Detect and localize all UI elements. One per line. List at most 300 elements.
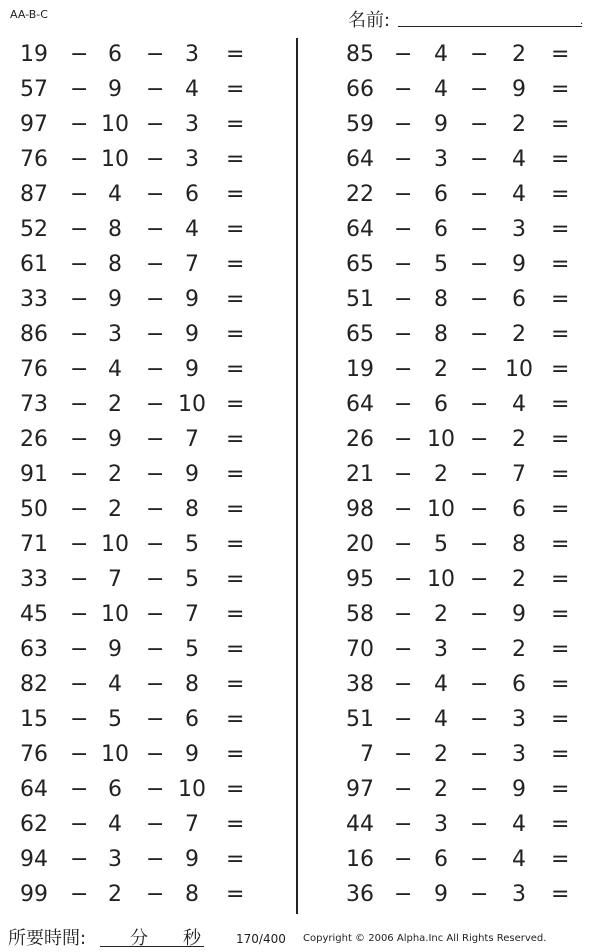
operand-2: 7 bbox=[108, 567, 122, 592]
minus-sign: − bbox=[70, 672, 89, 697]
minus-sign: − bbox=[394, 707, 413, 732]
operand-1: 99 bbox=[20, 882, 48, 907]
minus-sign: − bbox=[146, 777, 165, 802]
minus-sign: − bbox=[70, 777, 89, 802]
equals-sign: = bbox=[551, 777, 570, 802]
operand-1: 98 bbox=[346, 497, 374, 522]
problem-row bbox=[0, 178, 270, 213]
problem-row bbox=[0, 108, 270, 143]
minus-sign: − bbox=[146, 287, 165, 312]
operand-2: 3 bbox=[434, 812, 448, 837]
equals-sign: = bbox=[551, 567, 570, 592]
minus-sign: − bbox=[70, 42, 89, 67]
operand-1: 65 bbox=[346, 252, 374, 277]
operand-2: 6 bbox=[108, 42, 122, 67]
minus-sign: − bbox=[146, 217, 165, 242]
operand-1: 38 bbox=[346, 672, 374, 697]
operand-1: 33 bbox=[20, 287, 48, 312]
problem-row bbox=[0, 738, 270, 773]
operand-2: 2 bbox=[108, 392, 122, 417]
problem-row bbox=[330, 213, 600, 248]
operand-1: 44 bbox=[346, 812, 374, 837]
problem-row bbox=[330, 598, 600, 633]
name-field[interactable] bbox=[398, 26, 582, 27]
name-label: 名前: bbox=[348, 10, 391, 31]
minus-sign: − bbox=[470, 672, 489, 697]
operand-1: 52 bbox=[20, 217, 48, 242]
minus-sign: − bbox=[394, 497, 413, 522]
operand-2: 8 bbox=[434, 287, 448, 312]
operand-3: 2 bbox=[512, 567, 526, 592]
equals-sign: = bbox=[226, 427, 245, 452]
operand-1: 66 bbox=[346, 77, 374, 102]
equals-sign: = bbox=[226, 497, 245, 522]
operand-3: 3 bbox=[185, 112, 199, 137]
problem-row bbox=[330, 283, 600, 318]
operand-3: 3 bbox=[185, 42, 199, 67]
problem-row bbox=[0, 633, 270, 668]
operand-1: 73 bbox=[20, 392, 48, 417]
operand-1: 76 bbox=[20, 742, 48, 767]
equals-sign: = bbox=[551, 427, 570, 452]
minus-sign: − bbox=[394, 77, 413, 102]
problem-row bbox=[330, 633, 600, 668]
operand-2: 8 bbox=[434, 322, 448, 347]
operand-1: 85 bbox=[346, 42, 374, 67]
operand-2: 2 bbox=[434, 777, 448, 802]
minus-sign: − bbox=[394, 812, 413, 837]
minus-sign: − bbox=[470, 77, 489, 102]
problem-row bbox=[330, 108, 600, 143]
operand-1: 76 bbox=[20, 147, 48, 172]
minus-sign: − bbox=[470, 182, 489, 207]
operand-1: 22 bbox=[346, 182, 374, 207]
operand-3: 4 bbox=[512, 812, 526, 837]
minus-sign: − bbox=[70, 112, 89, 137]
operand-1: 97 bbox=[20, 112, 48, 137]
minus-sign: − bbox=[146, 182, 165, 207]
operand-2: 5 bbox=[434, 252, 448, 277]
minus-sign: − bbox=[470, 357, 489, 382]
minus-sign: − bbox=[146, 812, 165, 837]
minus-sign: − bbox=[146, 147, 165, 172]
minus-sign: − bbox=[70, 77, 89, 102]
minus-sign: − bbox=[470, 392, 489, 417]
minus-sign: − bbox=[70, 287, 89, 312]
minus-sign: − bbox=[394, 42, 413, 67]
equals-sign: = bbox=[551, 392, 570, 417]
operand-3: 4 bbox=[185, 217, 199, 242]
minus-sign: − bbox=[394, 602, 413, 627]
problem-row bbox=[0, 598, 270, 633]
copyright: Copyright © 2006 Alpha.Inc All Rights Reserved. bbox=[303, 933, 547, 944]
problem-row bbox=[0, 143, 270, 178]
operand-3: 4 bbox=[512, 182, 526, 207]
equals-sign: = bbox=[551, 742, 570, 767]
operand-3: 4 bbox=[185, 77, 199, 102]
operand-1: 64 bbox=[346, 392, 374, 417]
operand-2: 6 bbox=[434, 847, 448, 872]
minus-sign: − bbox=[146, 252, 165, 277]
operand-2: 10 bbox=[427, 567, 455, 592]
operand-2: 5 bbox=[108, 707, 122, 732]
equals-sign: = bbox=[551, 707, 570, 732]
operand-3: 9 bbox=[512, 777, 526, 802]
operand-2: 2 bbox=[434, 357, 448, 382]
minus-sign: − bbox=[70, 462, 89, 487]
equals-sign: = bbox=[226, 567, 245, 592]
operand-3: 7 bbox=[185, 602, 199, 627]
operand-2: 2 bbox=[108, 462, 122, 487]
problem-row bbox=[0, 458, 270, 493]
minus-sign: − bbox=[394, 567, 413, 592]
minus-sign: − bbox=[70, 532, 89, 557]
problem-row bbox=[330, 178, 600, 213]
operand-2: 9 bbox=[434, 882, 448, 907]
time-label: 所要時間: bbox=[8, 928, 87, 949]
column-divider bbox=[296, 38, 298, 914]
operand-2: 5 bbox=[434, 532, 448, 557]
minus-sign: − bbox=[394, 882, 413, 907]
operand-1: 20 bbox=[346, 532, 374, 557]
problem-row bbox=[330, 318, 600, 353]
operand-1: 59 bbox=[346, 112, 374, 137]
problem-row bbox=[0, 38, 270, 73]
operand-1: 57 bbox=[20, 77, 48, 102]
minus-sign: − bbox=[470, 112, 489, 137]
operand-2: 3 bbox=[108, 322, 122, 347]
minus-sign: − bbox=[470, 497, 489, 522]
minus-sign: − bbox=[394, 252, 413, 277]
operand-3: 9 bbox=[185, 287, 199, 312]
operand-3: 8 bbox=[512, 532, 526, 557]
footer bbox=[0, 920, 600, 952]
operand-3: 3 bbox=[512, 742, 526, 767]
minus-sign: − bbox=[470, 147, 489, 172]
problem-row bbox=[330, 528, 600, 563]
operand-1: 71 bbox=[20, 532, 48, 557]
minus-sign: − bbox=[146, 707, 165, 732]
minus-sign: − bbox=[70, 322, 89, 347]
equals-sign: = bbox=[551, 77, 570, 102]
problem-row bbox=[0, 843, 270, 878]
problem-row bbox=[330, 843, 600, 878]
problem-row bbox=[330, 878, 600, 913]
operand-2: 10 bbox=[101, 112, 129, 137]
operand-2: 4 bbox=[434, 42, 448, 67]
equals-sign: = bbox=[551, 357, 570, 382]
equals-sign: = bbox=[226, 672, 245, 697]
operand-1: 21 bbox=[346, 462, 374, 487]
minus-sign: − bbox=[146, 847, 165, 872]
problem-row bbox=[0, 563, 270, 598]
problem-row bbox=[0, 878, 270, 913]
operand-3: 3 bbox=[512, 707, 526, 732]
equals-sign: = bbox=[226, 602, 245, 627]
problem-row bbox=[0, 808, 270, 843]
operand-3: 6 bbox=[512, 287, 526, 312]
minus-sign: − bbox=[146, 602, 165, 627]
equals-sign: = bbox=[226, 637, 245, 662]
operand-3: 9 bbox=[512, 252, 526, 277]
operand-2: 4 bbox=[434, 672, 448, 697]
problem-column-right bbox=[330, 38, 600, 913]
problem-row bbox=[0, 703, 270, 738]
operand-3: 9 bbox=[185, 357, 199, 382]
operand-3: 10 bbox=[178, 392, 206, 417]
equals-sign: = bbox=[226, 322, 245, 347]
minus-sign: − bbox=[394, 777, 413, 802]
minus-sign: − bbox=[70, 147, 89, 172]
operand-1: 7 bbox=[360, 742, 374, 767]
operand-2: 8 bbox=[108, 252, 122, 277]
operand-3: 7 bbox=[185, 812, 199, 837]
minus-sign: − bbox=[470, 567, 489, 592]
minus-sign: − bbox=[146, 462, 165, 487]
minus-sign: − bbox=[70, 742, 89, 767]
problem-row bbox=[0, 493, 270, 528]
minus-sign: − bbox=[470, 532, 489, 557]
minus-sign: − bbox=[394, 182, 413, 207]
operand-3: 7 bbox=[185, 427, 199, 452]
minus-sign: − bbox=[146, 882, 165, 907]
problem-row bbox=[0, 353, 270, 388]
operand-1: 61 bbox=[20, 252, 48, 277]
equals-sign: = bbox=[551, 147, 570, 172]
minus-sign: − bbox=[146, 357, 165, 382]
problem-row bbox=[0, 668, 270, 703]
problem-row bbox=[0, 73, 270, 108]
minus-sign: − bbox=[146, 392, 165, 417]
equals-sign: = bbox=[226, 252, 245, 277]
minus-sign: − bbox=[470, 287, 489, 312]
minus-sign: − bbox=[146, 42, 165, 67]
equals-sign: = bbox=[226, 147, 245, 172]
equals-sign: = bbox=[226, 882, 245, 907]
operand-2: 2 bbox=[434, 602, 448, 627]
operand-3: 3 bbox=[512, 217, 526, 242]
minus-sign: − bbox=[146, 497, 165, 522]
problem-row bbox=[330, 143, 600, 178]
operand-1: 19 bbox=[346, 357, 374, 382]
problem-row bbox=[0, 388, 270, 423]
operand-3: 4 bbox=[512, 147, 526, 172]
problem-row bbox=[330, 73, 600, 108]
minus-sign: − bbox=[394, 112, 413, 137]
operand-3: 5 bbox=[185, 637, 199, 662]
equals-sign: = bbox=[226, 77, 245, 102]
equals-sign: = bbox=[551, 637, 570, 662]
operand-1: 26 bbox=[346, 427, 374, 452]
operand-1: 16 bbox=[346, 847, 374, 872]
operand-2: 10 bbox=[101, 742, 129, 767]
minus-sign: − bbox=[394, 392, 413, 417]
operand-3: 9 bbox=[185, 742, 199, 767]
operand-3: 8 bbox=[185, 497, 199, 522]
operand-1: 76 bbox=[20, 357, 48, 382]
equals-sign: = bbox=[551, 217, 570, 242]
operand-3: 2 bbox=[512, 637, 526, 662]
problem-row bbox=[0, 248, 270, 283]
operand-3: 9 bbox=[185, 462, 199, 487]
equals-sign: = bbox=[226, 707, 245, 732]
operand-2: 10 bbox=[101, 147, 129, 172]
operand-2: 9 bbox=[108, 77, 122, 102]
operand-2: 6 bbox=[108, 777, 122, 802]
operand-2: 4 bbox=[108, 812, 122, 837]
minus-sign: − bbox=[146, 672, 165, 697]
operand-2: 10 bbox=[427, 497, 455, 522]
equals-sign: = bbox=[226, 182, 245, 207]
operand-3: 8 bbox=[185, 672, 199, 697]
seconds-label: 秒 bbox=[183, 928, 201, 949]
problem-row bbox=[0, 528, 270, 563]
equals-sign: = bbox=[551, 462, 570, 487]
operand-3: 9 bbox=[185, 322, 199, 347]
minus-sign: − bbox=[146, 322, 165, 347]
minus-sign: − bbox=[470, 777, 489, 802]
minus-sign: − bbox=[146, 567, 165, 592]
operand-2: 3 bbox=[434, 637, 448, 662]
problem-row bbox=[330, 38, 600, 73]
minus-sign: − bbox=[394, 287, 413, 312]
problem-row bbox=[0, 283, 270, 318]
equals-sign: = bbox=[551, 672, 570, 697]
minus-sign: − bbox=[70, 357, 89, 382]
minus-sign: − bbox=[146, 742, 165, 767]
minus-sign: − bbox=[70, 882, 89, 907]
equals-sign: = bbox=[551, 602, 570, 627]
operand-3: 2 bbox=[512, 427, 526, 452]
problem-row bbox=[330, 248, 600, 283]
equals-sign: = bbox=[226, 112, 245, 137]
minus-sign: − bbox=[394, 637, 413, 662]
minus-sign: − bbox=[70, 567, 89, 592]
minus-sign: − bbox=[470, 637, 489, 662]
operand-1: 45 bbox=[20, 602, 48, 627]
operand-2: 3 bbox=[108, 847, 122, 872]
operand-2: 3 bbox=[434, 147, 448, 172]
operand-2: 4 bbox=[108, 182, 122, 207]
operand-3: 7 bbox=[512, 462, 526, 487]
operand-1: 62 bbox=[20, 812, 48, 837]
operand-2: 9 bbox=[108, 637, 122, 662]
operand-3: 9 bbox=[185, 847, 199, 872]
minus-sign: − bbox=[470, 742, 489, 767]
operand-2: 6 bbox=[434, 182, 448, 207]
score: 170/400 bbox=[236, 932, 286, 946]
minus-sign: − bbox=[394, 532, 413, 557]
minus-sign: − bbox=[394, 217, 413, 242]
operand-1: 19 bbox=[20, 42, 48, 67]
minutes-label: 分 bbox=[130, 928, 148, 949]
equals-sign: = bbox=[226, 812, 245, 837]
operand-1: 50 bbox=[20, 497, 48, 522]
minus-sign: − bbox=[146, 427, 165, 452]
minus-sign: − bbox=[146, 637, 165, 662]
equals-sign: = bbox=[226, 462, 245, 487]
operand-3: 6 bbox=[512, 497, 526, 522]
operand-2: 2 bbox=[434, 462, 448, 487]
minus-sign: − bbox=[70, 182, 89, 207]
operand-2: 2 bbox=[108, 882, 122, 907]
minus-sign: − bbox=[70, 252, 89, 277]
operand-2: 9 bbox=[108, 287, 122, 312]
operand-1: 51 bbox=[346, 287, 374, 312]
equals-sign: = bbox=[551, 812, 570, 837]
equals-sign: = bbox=[551, 252, 570, 277]
problem-row bbox=[330, 563, 600, 598]
operand-1: 82 bbox=[20, 672, 48, 697]
operand-1: 33 bbox=[20, 567, 48, 592]
problem-row bbox=[0, 318, 270, 353]
equals-sign: = bbox=[226, 847, 245, 872]
operand-3: 3 bbox=[185, 147, 199, 172]
operand-2: 4 bbox=[434, 707, 448, 732]
minus-sign: − bbox=[470, 812, 489, 837]
problem-row bbox=[330, 808, 600, 843]
operand-2: 2 bbox=[108, 497, 122, 522]
minus-sign: − bbox=[70, 812, 89, 837]
equals-sign: = bbox=[551, 497, 570, 522]
minus-sign: − bbox=[470, 847, 489, 872]
minus-sign: − bbox=[470, 427, 489, 452]
problem-row bbox=[330, 353, 600, 388]
problem-row bbox=[330, 773, 600, 808]
equals-sign: = bbox=[226, 357, 245, 382]
equals-sign: = bbox=[551, 287, 570, 312]
operand-3: 6 bbox=[185, 707, 199, 732]
problem-row bbox=[330, 423, 600, 458]
minus-sign: − bbox=[470, 602, 489, 627]
operand-3: 4 bbox=[512, 847, 526, 872]
operand-3: 3 bbox=[512, 882, 526, 907]
minus-sign: − bbox=[470, 322, 489, 347]
operand-3: 6 bbox=[512, 672, 526, 697]
operand-1: 15 bbox=[20, 707, 48, 732]
sheet-code: AA-B-C bbox=[10, 8, 48, 21]
name-dot: . bbox=[580, 16, 584, 27]
operand-2: 9 bbox=[434, 112, 448, 137]
operand-3: 6 bbox=[185, 182, 199, 207]
operand-1: 97 bbox=[346, 777, 374, 802]
problem-row bbox=[330, 738, 600, 773]
minus-sign: − bbox=[70, 637, 89, 662]
equals-sign: = bbox=[226, 42, 245, 67]
equals-sign: = bbox=[551, 42, 570, 67]
equals-sign: = bbox=[551, 847, 570, 872]
operand-2: 4 bbox=[108, 672, 122, 697]
minus-sign: − bbox=[70, 602, 89, 627]
minus-sign: − bbox=[470, 462, 489, 487]
minus-sign: − bbox=[394, 427, 413, 452]
problem-row bbox=[330, 493, 600, 528]
operand-2: 8 bbox=[108, 217, 122, 242]
operand-2: 10 bbox=[101, 532, 129, 557]
minus-sign: − bbox=[70, 392, 89, 417]
operand-1: 95 bbox=[346, 567, 374, 592]
operand-2: 2 bbox=[434, 742, 448, 767]
equals-sign: = bbox=[226, 392, 245, 417]
operand-1: 26 bbox=[20, 427, 48, 452]
operand-2: 9 bbox=[108, 427, 122, 452]
minus-sign: − bbox=[470, 882, 489, 907]
minus-sign: − bbox=[70, 217, 89, 242]
equals-sign: = bbox=[551, 532, 570, 557]
operand-1: 64 bbox=[20, 777, 48, 802]
equals-sign: = bbox=[551, 112, 570, 137]
minus-sign: − bbox=[146, 532, 165, 557]
